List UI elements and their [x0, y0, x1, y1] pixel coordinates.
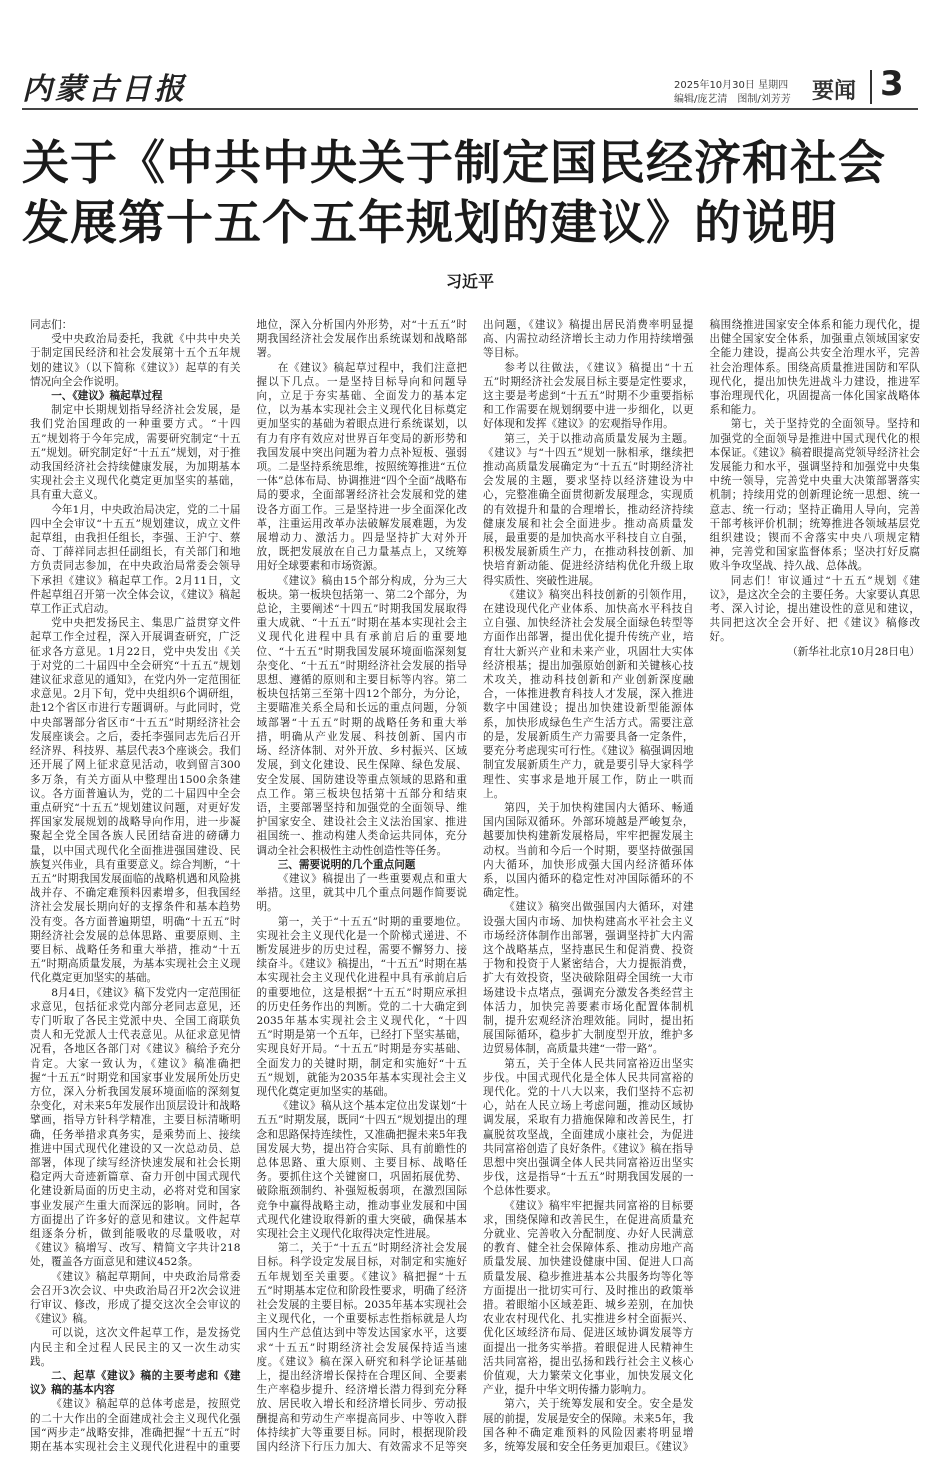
page-number: 3 — [880, 64, 904, 104]
article-body — [30, 318, 920, 1468]
salutation: 同志们： — [30, 319, 73, 331]
title-line-2: 发展第十五个五年规划的建议》的说明 — [22, 196, 838, 251]
paragraph: 党中央把发扬民主、集思广益贯穿文件起草工作全过程，深入开展调查研究，广泛征求各方意见。1月22日，党中央发出《关于对党的二十届四中全会研究“十五五”规划建议征求意见的通知》，在党内外一定范围征求意见。2月下旬，党中央组织6个调研组，赴12个省区市进行专题调研。与此同时，党中央部署部分省区市“十五五”时期经济社会发展座谈会。之后，委托李强同志先后召开经济界、科技界、基层代表3个座谈会。我们还开展了网上征求意见活动，收到留言300多万条，有关方面从中整理出1500余条建议。各方面普遍认为，党的二十届四中全会重点研究“十五五”规划建议问题，对更好发挥国家发展规划的战略导向作用，进一步凝聚起全党全国各族人民团结奋进的磅礴力量，以中国式现代化全面推进强国建设、民族复兴伟业，具有重要意义。综合判断，“十五五”时期我国发展面临的战略机遇和风险挑战并存、不确定难预料因素增多，但我国经济社会发展长期向好的支撑条件和基本趋势没有变。各方面普遍期望，明确“十五五”时期经济社会发展的总体思路、重要原则、主要目标、战略任务和重大举措，推动“十五五”时期高质量发展，为基本实现社会主义现代化奠定更加坚实的基础。 — [30, 617, 241, 985]
paragraph: 第二，关于“十五五”时期经济社会发展目标。科学设定发展目标，对制定和实施好五年规划至关重要。《建议》稿把握“十五五”时期基本定位和阶段性要求，明确了经济社会发展的主要目标。2035年基本实现社会主义现代化，一个重要标志性指标就是人均国内生产总值达到中等发达国家水平，这要求“十五五”时期经济社会发展保持适当速度。《建议》稿在深入研究和科学论证基础上，提出经济增长保持在合理区间、全要素生产率稳步提升、经济增长潜力得到充分释放、居民收入增长和经济增长同步、劳动报酬提高和劳动生产率提高同步、中等收入群体持续扩大等重要目标。同时，根据现阶段国内经济下行压力加大、有效需求不足等突出问题，《建议》稿提出居民消费率明显提高、内需拉动经济增长主动力作用持续增强等目标。 — [256, 319, 694, 1454]
article-title — [22, 134, 922, 254]
paragraph: 今年1月，中央政治局决定，党的二十届四中全会审议“十五五”规划建议，成立文件起草组，由我担任组长，李强、王沪宁、蔡奇、丁薛祥同志担任副组长，有关部门和地方负责同志参加，在中央政治局常委会领导下承担《建议》稿起草工作。2月11日，文件起草组召开第一次全体会议，《建议》稿起草工作正式启动。 — [30, 503, 241, 616]
header-meta — [674, 79, 791, 107]
editor-credits: 编辑/庞艺清 图制/刘芳芳 — [674, 94, 791, 105]
paragraph: 《建议》稿牢牢把握共同富裕的目标要求，围绕保障和改善民生，在促进高质量充分就业、完善收入分配制度、办好人民满意的教育、健全社会保障体系、推动房地产高质量发展、加快建设健康中国、促进人口高质量发展、稳步推进基本公共服务均等化等方面提出一批切实可行、及时推出的政策举措。着眼缩小区域差距、城乡差别，在加快农业农村现代化、扎实推进乡村全面振兴、优化区域经济布局、促进区域协调发展等方面提出一批务实举措。着眼促进人民精神生活共同富裕，提出弘扬和践行社会主义核心价值观，大力繁荣文化事业，加快发展文化产业，提升中华文明传播力影响力。 — [483, 1199, 694, 1397]
paragraph: 制定中长期规划指导经济社会发展，是我们党治国理政的一种重要方式。“十四五”规划将于今年完成，需要研究制定“十五五”规划。研究制定好“十五五”规划，对于推动我国经济社会持续健康发展，为加期基本实现社会主义现代化奠定更加坚实的基础，具有重大意义。 — [30, 404, 241, 502]
paragraph: 《建议》稿起草的总体考虑是，按照党的二十大作出的全面建成社会主义现代化强国“两步走”战略安排，准确把握“十五五”时期在基本实现社会主义现代化进程中的重要地位，深入分析国内外形势，对“十五五”时期我国经济社会发展作出系统谋划和战略部署。 — [30, 319, 467, 1454]
section-heading: 三、需要说明的几个重点问题 — [277, 858, 416, 871]
paragraph: 第七，关于坚持党的全面领导。坚持和加强党的全面领导是推进中国式现代化的根本保证。《建议》稿着眼提高党领导经济社会发展能力和水平，强调坚持和加强党中央集中统一领导，完善党中央重大决策部署落实机制；持续用党的创新理论统一思想、统一意志、统一行动；坚持正确用人导向，完善干部考核评价机制；统筹推进各领域基层党组织建设；锲而不舍落实中央八项规定精神，完善党和国家监督体系；坚决打好反腐败斗争攻坚战、持久战、总体战。 — [709, 418, 920, 573]
paragraph: 《建议》稿突出做强国内大循环，对建设强大国内市场、加快构建高水平社会主义市场经济体制作出部署，强调坚持扩大内需这个战略基点，坚持惠民生和促消费、投资于物和投资于人紧密结合，大力提振消费，扩大有效投资，坚决破除阻碍全国统一大市场建设卡点堵点，强调充分激发各类经营主体活力，加快完善要素市场化配置体制机制，提升宏观经济治理效能。同时，提出拓展国际循环，稳步扩大制度型开放，维护多边贸易体制，高质量共建“一带一路”。 — [483, 901, 694, 1056]
news-source: （新华社北京10月28日电） — [787, 645, 920, 658]
section-name: 要闻 — [812, 79, 857, 104]
paragraph: 《建议》稿提出了一些重要观点和重大举措。这里，就其中几个重点问题作简要说明。 — [256, 872, 467, 914]
paragraph: 受中央政治局委托，我就《中共中央关于制定国民经济和社会发展第十五个五年规划的建议》（以下简称《建议》）起草的有关情况向全会作说明。 — [30, 333, 241, 388]
newspaper-masthead: 内蒙古日报 — [22, 72, 187, 107]
paragraph: 《建议》稿突出科技创新的引领作用，在建设现代化产业体系、加快高水平科技自立自强、加快经济社会发展全面绿色转型等方面作出部署，提出优化提升传统产业，培育壮大新兴产业和未来产业，巩固壮大实体经济根基；提出加强原始创新和关键核心技术攻关，推动科技创新和产业创新深度融合，一体推进教育科技人才发展，深入推进数字中国建设；提出加快建设新型能源体系，加快形成绿色生产生活方式。需要注意的是，发展新质生产力需要具备一定条件，要充分考虑现实可行性。《建议》稿强调因地制宜发展新质生产力，就是要引导大家科学理性、实事求是地开展工作，防止一哄而上。 — [483, 588, 694, 800]
paragraph: 第五，关于全体人民共同富裕迈出坚实步伐。中国式现代化是全体人民共同富裕的现代化。党的十八大以来，我们坚持不忘初心，站在人民立场上考虑问题，推动区域协调发展，采取有力措施保障和改善民生，打赢脱贫攻坚战，全面建成小康社会，为促进共同富裕创造了良好条件。《建议》稿在指导思想中突出强调全体人民共同富裕迈出坚实步伐，这是指导“十五五”时期我国发展的一个总体性要求。 — [483, 1057, 694, 1198]
article-author: 习近平 — [445, 272, 494, 291]
paragraph: 参考以往做法，《建议》稿提出“十五五”时期经济社会发展目标主要是定性要求，这主要是考虑到“十五五”时期不少重要指标和工作需要在规划纲要中进一步细化，以更好体现和发挥《建议》的宏观指导作用。 — [483, 361, 694, 431]
section-heading: 二、起草《建议》稿的主要考虑和《建议》稿的基本内容 — [30, 1370, 241, 1397]
section-heading: 一、《建议》稿起草过程 — [51, 390, 163, 403]
paragraph: 第一，关于“十五五”时期的重要地位。实现社会主义现代化是一个阶梯式递进、不断发展进步的历史过程，需要不懈努力、接续奋斗。《建议》稿提出，“十五五”时期在基本实现社会主义现代化进程中具有承前启后的重要地位，这是根据“十五五”时期应承担的历史任务作出的判断。党的二十大确定到2035年基本实现社会主义现代化，“十四五”时期是第一个五年，已经打下坚实基础，实现良好开局。“十五五”时期是夯实基础、全面发力的关键时期，制定和实施好“十五五”规划，就能为2035年基本实现社会主义现代化奠定更加坚实的基础。 — [256, 915, 467, 1098]
paragraph: 《建议》稿起草期间，中央政治局常委会召开3次会议、中央政治局召开2次会议进行审议、修改，形成了提交这次全会审议的《建议》稿。 — [30, 1270, 241, 1326]
paragraph: 同志们！审议通过“十五五”规划《建议》，是这次全会的主要任务。大家要认真思考、深入讨论，提出建设性的意见和建议，共同把这次全会开好、把《建议》稿修改好。 — [709, 574, 920, 644]
paragraph: 第四，关于加快构建国内大循环、畅通国内国际双循环。外部环境越是严峻复杂，越要加快构建新发展格局，牢牢把握发展主动权。当前和今后一个时期，要坚持做强国内大循环，加快形成强大国内经济循环体系，以国内循环的稳定性对冲国际循环的不确定性。 — [483, 801, 694, 900]
issue-date: 2025年10月30日 星期四 — [674, 80, 789, 91]
title-line-1: 关于《中共中央关于制定国民经济和社会 — [22, 136, 886, 191]
paragraph: 在《建议》稿起草过程中，我们注意把握以下几点。一是坚持目标导向和问题导向，立足于夯实基础、全面发力的基本定位，以为基本实现社会主义现代化目标奠定更加坚实的基础为着眼点进行系统谋划，以有力有序有效应对世界百年变局的新形势和我国发展中突出问题为着力点补短板、强弱项。二是坚持系统思维，按照统筹推进“五位一体”总体布局、协调推进“四个全面”战略布局的要求，全面部署经济社会发展和党的建设各方面工作。三是坚持进一步全面深化改革，注重运用改革办法破解发展难题，为发展增动力、激活力。四是坚持扩大对外开放，既把发展放在自己力量基点上，又统筹用好全球要素和市场资源。 — [256, 361, 467, 573]
header-rule — [22, 108, 918, 110]
paragraph: 可以说，这次文件起草工作，是发扬党内民主和全过程人民民主的又一次生动实践。 — [30, 1327, 241, 1368]
paragraph: 第六，关于统筹发展和安全。安全是发展的前提，发展是安全的保障。未来5年，我国各种不确定难预料的风险因素将明显增多，统筹发展和安全任务更加艰巨。《建议》稿围绕推进国家安全体系和能力现代化，提出健全国家安全体系，加强重点领域国家安全能力建设，提高公共安全治理水平，完善社会治理体系。围绕高质量推进国防和军队现代化，提出加快先进战斗力建设，推进军事治理现代化，巩固提高一体化国家战略体系和能力。 — [483, 319, 920, 1454]
paragraph: 《建议》稿由15个部分构成，分为三大板块。第一板块包括第一、第二2个部分，为总论，主要阐述“十四五”时期我国发展取得重大成就、“十五五”时期在基本实现社会主义现代化进程中具有承前启后的重要地位、“十五五”时期我国发展环境面临深刻复杂变化、“十五五”时期经济社会发展的指导思想、遵循的原则和主要目标等内容。第二板块包括第三至第十四12个部分，为分论，主要瞄准关系全局和长远的重点问题，分领域部署“十五五”时期的战略任务和重大举措，明确从产业发展、科技创新、国内市场、经济体制、对外开放、乡村振兴、区域发展，到文化建设、民生保障、绿色发展、安全发展、国防建设等重点领域的思路和重点工作。第三板块包括第十五部分和结束语，主要部署坚持和加强党的全面领导、维护国家安全、建设社会主义法治国家、推进祖国统一、推动构建人类命运共同体，充分调动全社会积极性主动性创造性等任务。 — [256, 574, 467, 857]
header-divider — [870, 70, 872, 104]
paragraph: 第三，关于以推动高质量发展为主题。《建议》与“十四五”规划一脉相承，继续把推动高质量发展确定为“十五五”时期经济社会发展的主题，要求坚持以经济建设为中心，完整准确全面贯彻新发展理念，实现质的有效提升和量的合理增长，推动经济持续健康发展和社会全面进步。推动高质量发展，最重要的是加快高水平科技自立自强，积极发展新质生产力，在推动科技创新、加快培育新动能、促进经济结构优化升级上取得实质性、突破性进展。 — [483, 432, 694, 587]
paragraph: 8月4日，《建议》稿下发党内一定范围征求意见，包括征求党内部分老同志意见，还专门听取了各民主党派中央、全国工商联负责人和无党派人士代表意见。从征求意见情况看，各地区各部门对《建议》稿给予充分肯定。大家一致认为，《建议》稿准确把握“十五五”时期党和国家事业发展所处历史方位，深入分析我国发展环境面临的深刻复杂变化，对未来5年发展作出顶层设计和战略擘画，指导方针科学精准，主要目标清晰明确，任务举措求真务实，是乘势而上、接续推进中国式现代化建设的又一次总动员、总部署，体现了续写经济快速发展和社会长期稳定两大奇迹新篇章、奋力开创中国式现代化建设新局面的历史主动，必将对党和国家事业发展产生重大而深远的影响。同时，各方面提出了许多好的意见和建议。文件起草组逐条分析，做到能吸收的尽量吸收，对《建议》稿增写、改写、精简文字共计218处，覆盖各方面意见和建议452条。 — [30, 986, 241, 1269]
paragraph: 《建议》稿从这个基本定位出发谋划“十五五”时期发展，既同“十四五”规划提出的理念和思路保持连续性，又准确把握未来5年我国发展大势，提出符合实际、具有前瞻性的总体思路、重大原则、主要目标、战略任务。要抓住这个关键窗口，巩固拓展优势、破除瓶颈制约、补强短板弱项，在激烈国际竞争中赢得战略主动，推动事业发展和中国式现代化建设取得新的重大突破，确保基本实现社会主义现代化取得决定性进展。 — [256, 1100, 467, 1240]
